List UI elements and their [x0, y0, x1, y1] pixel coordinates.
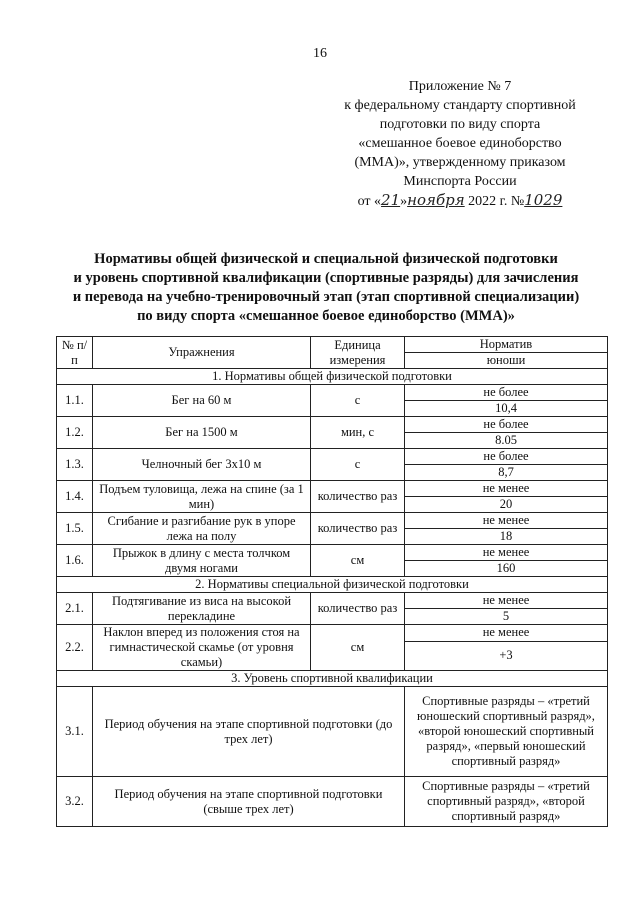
date-prefix: от «: [357, 194, 382, 209]
row-qualifier: не менее: [405, 593, 608, 609]
row-exercise: Бег на 60 м: [93, 385, 311, 417]
row-unit: с: [311, 449, 405, 481]
row-value: 18: [405, 529, 608, 545]
document-title: [40, 250, 612, 326]
page-number: 16: [313, 46, 327, 61]
row-value: 5: [405, 609, 608, 625]
row-num: 2.1.: [57, 593, 93, 625]
row-value: 20: [405, 497, 608, 513]
row-exercise: Период обучения на этапе спортивной подготовки (до трех лет): [93, 687, 405, 777]
header-norm-boys: юноши: [405, 353, 608, 369]
row-unit: см: [311, 545, 405, 577]
date-day-handwritten: 21: [381, 191, 401, 209]
section-title: 1. Нормативы общей физической подготовки: [57, 369, 608, 385]
header-num: № п/п: [57, 337, 93, 369]
row-qualifier: не более: [405, 385, 608, 401]
row-exercise: Челночный бег 3х10 м: [93, 449, 311, 481]
appendix-line: к федеральному стандарту спортивной: [344, 98, 576, 113]
row-qualifier: не менее: [405, 545, 608, 561]
row-unit: мин, с: [311, 417, 405, 449]
row-norm: Спортивные разряды – «третий спортивный разряд», «второй спортивный разряд»: [405, 777, 608, 827]
row-exercise: Бег на 1500 м: [93, 417, 311, 449]
row-num: 3.1.: [57, 687, 93, 777]
row-exercise: Период обучения на этапе спортивной подготовки (свыше трех лет): [93, 777, 405, 827]
row-num: 1.3.: [57, 449, 93, 481]
row-exercise: Сгибание и разгибание рук в упоре лежа на полу: [93, 513, 311, 545]
title-line: и уровень спортивной квалификации (спортивные разряды) для зачисления: [73, 270, 579, 286]
row-qualifier: не менее: [405, 481, 608, 497]
row-unit: количество раз: [311, 481, 405, 513]
row-num: 3.2.: [57, 777, 93, 827]
section-title: 3. Уровень спортивной квалификации: [57, 671, 608, 687]
row-num: 1.5.: [57, 513, 93, 545]
appendix-line: Минспорта России: [403, 174, 517, 189]
title-line: Нормативы общей физической и специальной физической подготовки: [94, 251, 558, 267]
row-qualifier: не менее: [405, 513, 608, 529]
row-qualifier: не менее: [405, 625, 608, 642]
header-norm: Норматив: [405, 337, 608, 353]
row-exercise: Прыжок в длину с места толчком двумя ногами: [93, 545, 311, 577]
date-year: 2022 г. №: [468, 194, 525, 209]
row-num: 1.2.: [57, 417, 93, 449]
row-value: +3: [405, 641, 608, 670]
standards-table: [56, 336, 608, 827]
row-qualifier: не более: [405, 449, 608, 465]
title-line: и перевода на учебно-тренировочный этап (этап спортивной специализации): [72, 289, 580, 305]
row-unit: с: [311, 385, 405, 417]
row-value: 10,4: [405, 401, 608, 417]
header-exercise: Упражнения: [93, 337, 311, 369]
row-value: 160: [405, 561, 608, 577]
row-num: 1.1.: [57, 385, 93, 417]
row-num: 1.6.: [57, 545, 93, 577]
row-norm: Спортивные разряды – «третий юношеский спортивный разряд», «второй юношеский спортивный разряд», «первый юношеский спортивный разряд»: [405, 687, 608, 777]
order-date-line: [320, 191, 600, 211]
row-value: 8,7: [405, 465, 608, 481]
date-mid: »: [400, 194, 408, 209]
order-number-handwritten: 1029: [524, 191, 563, 209]
header-unit: Единица измерения: [311, 337, 405, 369]
row-num: 1.4.: [57, 481, 93, 513]
row-unit: количество раз: [311, 513, 405, 545]
appendix-line: подготовки по виду спорта: [379, 117, 541, 132]
appendix-line: (ММА)», утвержденному приказом: [354, 155, 566, 170]
row-exercise: Наклон вперед из положения стоя на гимнастической скамье (от уровня скамьи): [93, 625, 311, 671]
appendix-line: «смешанное боевое единоборство: [358, 136, 562, 151]
appendix-line: Приложение № 7: [408, 79, 512, 94]
row-unit: количество раз: [311, 593, 405, 625]
section-title: 2. Нормативы специальной физической подготовки: [57, 577, 608, 593]
row-qualifier: не более: [405, 417, 608, 433]
appendix-header: [320, 77, 600, 211]
date-month-handwritten: ноября: [407, 191, 465, 209]
row-unit: см: [311, 625, 405, 671]
row-exercise: Подъем туловища, лежа на спине (за 1 мин): [93, 481, 311, 513]
row-value: 8.05: [405, 433, 608, 449]
row-exercise: Подтягивание из виса на высокой перекладине: [93, 593, 311, 625]
title-line: по виду спорта «смешанное боевое единоборство (ММА)»: [137, 308, 515, 324]
row-num: 2.2.: [57, 625, 93, 671]
